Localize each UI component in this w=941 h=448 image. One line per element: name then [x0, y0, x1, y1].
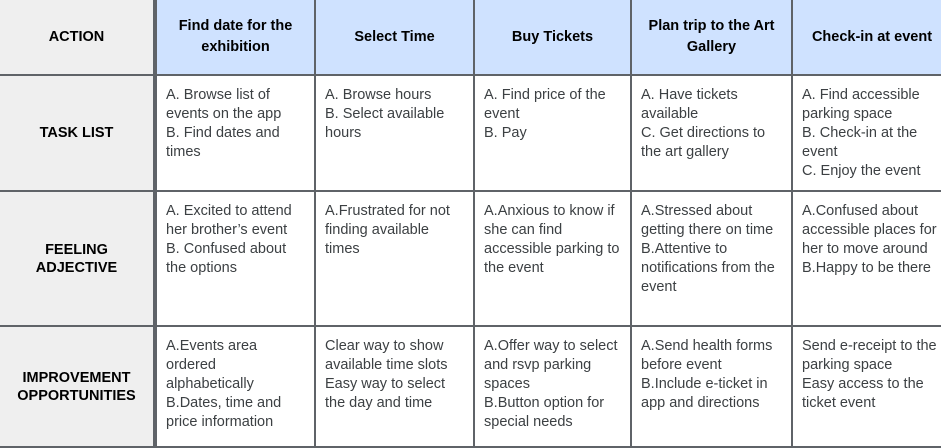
cell-line: A. Find price of the event — [484, 87, 606, 122]
cell-line: B. Select available hours — [325, 106, 445, 141]
table-cell — [632, 76, 791, 192]
cell-line: A.Offer way to select and rsvp parking spaces — [484, 338, 618, 392]
row-header — [0, 76, 155, 192]
table-cell — [475, 327, 630, 448]
cell-line: Easy way to select the day and time — [325, 376, 446, 411]
table-cell — [793, 76, 941, 192]
cell-line: A. Find accessible parking space — [802, 87, 920, 122]
cell-line: B. Check-in at the event — [802, 125, 918, 160]
column-header-label: Check-in at event — [811, 28, 933, 45]
row-header — [0, 192, 155, 327]
cell-line: Easy access to the ticket event — [802, 376, 924, 411]
cell-line: C. Enjoy the event — [802, 163, 921, 179]
column-header — [316, 0, 473, 76]
cell-line: A.Send health forms before event — [641, 338, 773, 373]
table-cell — [157, 192, 314, 327]
cell-line: A. Browse hours — [325, 87, 432, 103]
table-cell — [157, 76, 314, 192]
table-cell — [793, 192, 941, 327]
row-header-label: FEELING ADJECTIVE — [35, 241, 118, 276]
cell-line: A.Confused about accessible places for her to move around — [802, 203, 937, 257]
table-cell — [793, 327, 941, 448]
cell-line: A.Events area ordered alphabetically — [166, 338, 258, 392]
column-header — [475, 0, 630, 76]
cell-line: A.Stressed about getting there on time — [641, 203, 774, 238]
table-cell — [632, 192, 791, 327]
table-cell — [316, 76, 473, 192]
table-cell — [316, 327, 473, 448]
row-header-label: IMPROVEMENT OPPORTUNITIES — [17, 369, 136, 404]
column-header-label: Select Time — [354, 28, 435, 45]
column-header — [793, 0, 941, 76]
table-cell — [475, 76, 630, 192]
cell-line: B.Button option for special needs — [484, 395, 605, 430]
table-cell — [316, 192, 473, 327]
cell-line: A.Frustrated for not finding available times — [325, 203, 450, 257]
cell-line: B. Pay — [484, 125, 527, 141]
cell-line: B. Confused about the options — [166, 241, 287, 276]
cell-line: Clear way to show available time slots — [325, 338, 448, 373]
column-header-label: Plan trip to the Art Gallery — [648, 18, 775, 55]
cell-line: C. Get directions to the art gallery — [641, 125, 766, 160]
cell-line: A. Have tickets available — [641, 87, 738, 122]
table-cell — [475, 192, 630, 327]
cell-line: A. Excited to attend her brother’s event — [166, 203, 292, 238]
row-header-label: TASK LIST — [39, 125, 114, 141]
corner-header — [0, 0, 155, 76]
corner-label: ACTION — [48, 29, 105, 45]
column-header — [157, 0, 314, 76]
column-header — [632, 0, 791, 76]
column-header-label: Find date for the exhibition — [178, 18, 293, 55]
cell-line: B.Dates, time and price information — [166, 395, 282, 430]
column-header-label: Buy Tickets — [511, 28, 594, 45]
cell-line: B.Attentive to notifications from the event — [641, 241, 775, 295]
table-cell — [157, 327, 314, 448]
table-cell — [632, 327, 791, 448]
cell-line: B.Happy to be there — [802, 260, 931, 276]
cell-line: B.Include e-ticket in app and directions — [641, 376, 768, 411]
cell-line: A. Browse list of events on the app — [166, 87, 282, 122]
row-header — [0, 327, 155, 448]
cell-line: B. Find dates and times — [166, 125, 280, 160]
cell-line: Send e-receipt to the parking space — [802, 338, 937, 373]
cell-line: A.Anxious to know if she can find accessible parking to the event — [484, 203, 620, 276]
